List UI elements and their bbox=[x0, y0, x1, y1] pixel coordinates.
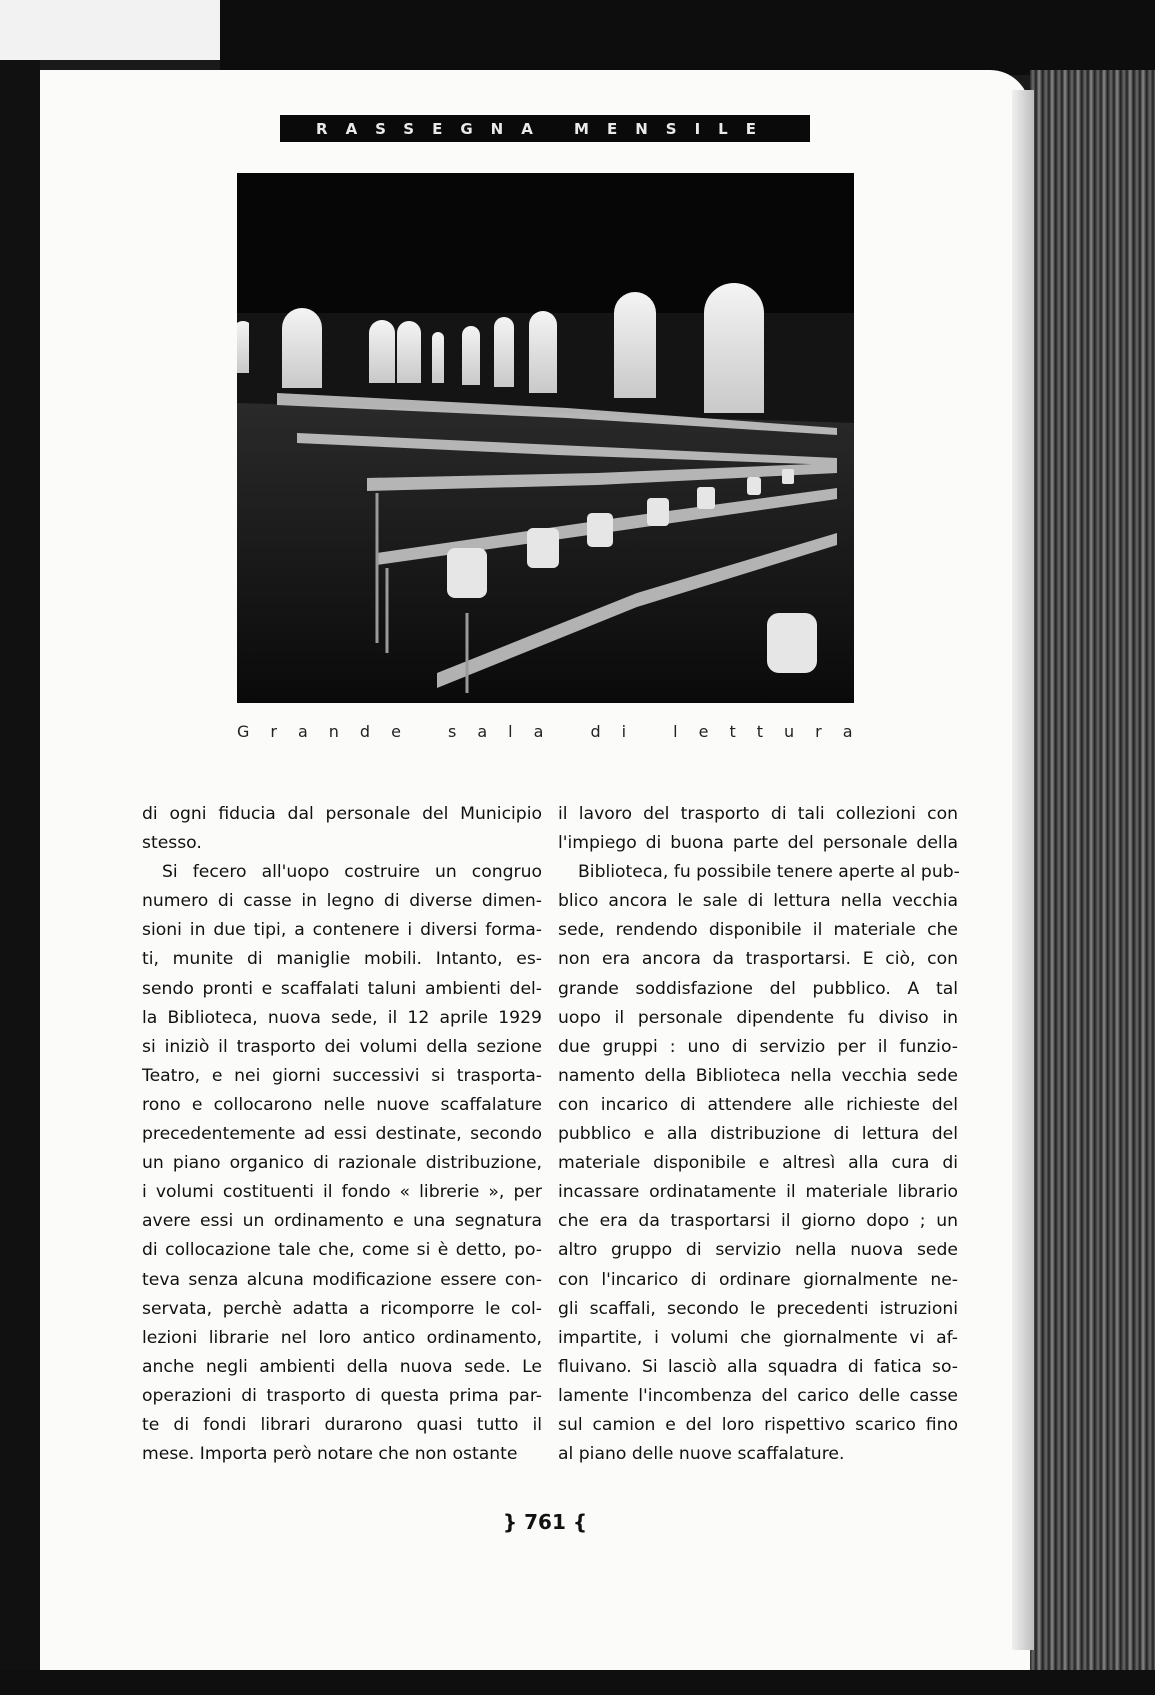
text-line: altro gruppo di servizio nella nuova sede bbox=[558, 1240, 958, 1261]
text-line: di ogni fiducia dal personale del Municipio bbox=[142, 804, 542, 824]
text-line: precedentemente ad essi destinate, secondo bbox=[142, 1124, 542, 1145]
text-line: sioni in due tipi, a contenere i diversi forma- bbox=[142, 920, 542, 941]
text-line: impartite, i volumi che giornalmente vi af- bbox=[558, 1327, 958, 1348]
scan-border-bottom bbox=[0, 1670, 1155, 1695]
text-line: due gruppi : uno di servizio per il funzio- bbox=[558, 1036, 958, 1057]
text-line: con incarico di attendere alle richieste del bbox=[558, 1094, 958, 1115]
text-line: incassare ordinatamente il materiale librario bbox=[558, 1182, 958, 1203]
text-line: Teatro, e nei giorni successivi si trasporta- bbox=[142, 1065, 542, 1086]
text-line: servata, perchè adatta a ricomporre le col- bbox=[142, 1298, 542, 1319]
text-line: mese. Importa però notare che non ostante bbox=[142, 1444, 518, 1465]
text-line: la Biblioteca, nuova sede, il 12 aprile 1929 bbox=[142, 1007, 542, 1028]
masthead-title: RASSEGNA MENSILE bbox=[316, 119, 774, 138]
text-line: Si fecero all'uopo costruire un congruo bbox=[162, 862, 542, 883]
text-line: fluivano. Si lasciò alla squadra di fatica so- bbox=[558, 1356, 958, 1377]
text-line: operazioni di trasporto di questa prima par- bbox=[142, 1385, 542, 1406]
text-line: Biblioteca, fu possibile tenere aperte al pub- bbox=[578, 862, 960, 883]
photo-caption: Grande sala di lettura bbox=[237, 722, 874, 741]
text-line: sede, rendendo disponibile il materiale che bbox=[558, 920, 958, 941]
page-gutter-shadow bbox=[1012, 90, 1034, 1650]
book-page-edges bbox=[1030, 70, 1155, 1670]
text-line: teva senza alcuna modificazione essere con- bbox=[142, 1269, 542, 1290]
page-number-ornament-right: { bbox=[565, 1510, 588, 1534]
text-line: di collocazione tale che, come si è detto, po- bbox=[142, 1240, 542, 1261]
scan-border-left bbox=[0, 60, 40, 1695]
text-line: con l'incarico di ordinare giornalmente ne- bbox=[558, 1269, 958, 1290]
text-line: stesso. bbox=[142, 833, 202, 854]
text-line: sul camion e del loro rispettivo scarico fino bbox=[558, 1414, 958, 1435]
text-line: lamente l'incombenza del carico delle casse bbox=[558, 1385, 958, 1406]
text-line: un piano organico di razionale distribuzione, bbox=[142, 1153, 542, 1174]
text-line: uopo il personale dipendente fu diviso in bbox=[558, 1007, 958, 1028]
text-line: pubblico e alla distribuzione di lettura del bbox=[558, 1124, 958, 1145]
text-line: gli scaffali, secondo le precedenti istruzioni bbox=[558, 1298, 958, 1319]
masthead-banner bbox=[280, 115, 810, 142]
text-line: grande soddisfazione del pubblico. A tal bbox=[558, 978, 958, 999]
text-line: si iniziò il trasporto dei volumi della sezione bbox=[142, 1036, 542, 1057]
right-text-column bbox=[558, 800, 958, 1469]
text-line: materiale disponibile e altresì alla cura di bbox=[558, 1153, 958, 1174]
reading-room-photo bbox=[237, 173, 854, 703]
text-line: blico ancora le sale di lettura nella vecchia bbox=[558, 891, 958, 912]
text-line: anche negli ambienti della nuova sede. Le bbox=[142, 1356, 542, 1377]
text-line: lezioni librarie nel loro antico ordinamento, bbox=[142, 1327, 542, 1348]
text-line: sendo pronti e scaffalati taluni ambienti del- bbox=[142, 978, 542, 999]
left-text-column bbox=[142, 800, 542, 1469]
text-line: l'impiego di buona parte del personale della bbox=[558, 833, 958, 854]
text-line: te di fondi librari durarono quasi tutto il bbox=[142, 1414, 542, 1435]
scan-border-top bbox=[220, 0, 1155, 75]
text-line: numero di casse in legno di diverse dimen- bbox=[142, 891, 542, 912]
text-line: il lavoro del trasporto di tali collezioni con bbox=[558, 804, 958, 824]
page-number-value: 761 bbox=[524, 1510, 566, 1534]
text-line: al piano delle nuove scaffalature. bbox=[558, 1444, 845, 1465]
text-line: avere essi un ordinamento e una segnatura bbox=[142, 1211, 542, 1232]
page-number bbox=[480, 1510, 610, 1534]
scan-margin bbox=[0, 0, 220, 60]
text-line: che era da trasportarsi il giorno dopo ; un bbox=[558, 1211, 958, 1232]
text-line: namento della Biblioteca nella vecchia sede bbox=[558, 1065, 958, 1086]
text-line: i volumi costituenti il fondo « librerie », per bbox=[142, 1182, 542, 1203]
text-line: ti, munite di maniglie mobili. Intanto, es- bbox=[142, 949, 542, 970]
text-line: rono e collocarono nelle nuove scaffalature bbox=[142, 1094, 542, 1115]
page-number-ornament-left: } bbox=[502, 1510, 525, 1534]
text-line: non era ancora da trasportarsi. E ciò, con bbox=[558, 949, 958, 970]
